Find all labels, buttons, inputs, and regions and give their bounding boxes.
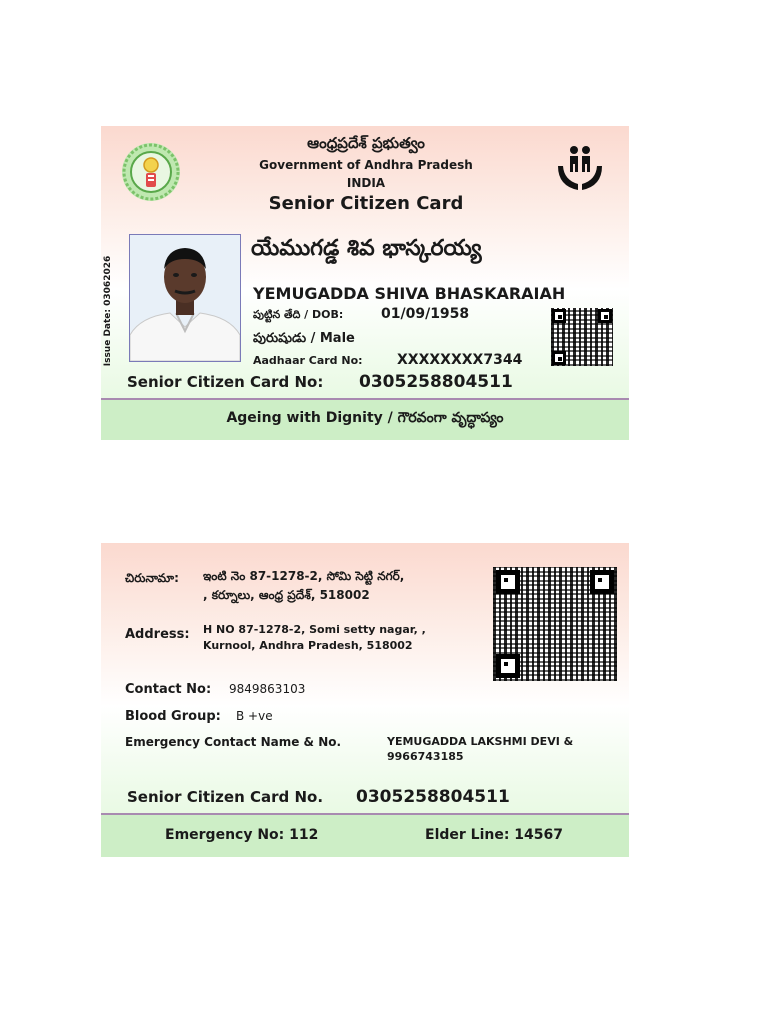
address-telugu-line1: ఇంటి నెం 87-1278-2, సోమి సెట్టి నగర్, (203, 569, 405, 583)
dob-value: 01/09/1958 (381, 306, 470, 322)
helping-hands-logo-icon (555, 142, 605, 196)
blood-group-value: B +ve (236, 709, 273, 723)
address-telugu-label: చిరునామా: (125, 571, 179, 585)
issue-date: Issue Date: 03062026 (103, 255, 113, 367)
address-telugu-line2: , కర్నూలు, ఆంధ్ర ప్రదేశ్, 518002 (203, 588, 370, 602)
gender: పురుషుడు / Male (253, 331, 355, 346)
ap-government-emblem-icon (121, 142, 181, 202)
blood-group-label: Blood Group: (125, 709, 221, 724)
card-title: Senior Citizen Card (268, 193, 464, 214)
emergency-contact-label: Emergency Contact Name & No. (125, 735, 342, 749)
aadhaar-label: Aadhaar Card No: (253, 354, 363, 367)
contact-label: Contact No: (125, 682, 212, 697)
emergency-number: Emergency No: 112 (165, 827, 319, 843)
address-line2: Kurnool, Andhra Pradesh, 518002 (203, 639, 413, 652)
dob-label: పుట్టిన తేది / DOB: (253, 308, 344, 321)
address-line1: H NO 87-1278-2, Somi setty nagar, , (203, 623, 426, 636)
holder-photo (129, 234, 241, 362)
card-number-label: Senior Citizen Card No: (127, 373, 324, 391)
card-number-value: 0305258804511 (359, 372, 513, 392)
footer-tagline: Ageing with Dignity / గౌరవంగా వృద్ధాప్యం (226, 410, 504, 426)
senior-citizen-card-front (101, 126, 629, 440)
senior-citizen-card-back (101, 543, 629, 857)
back-card-number-value: 0305258804511 (356, 787, 510, 807)
header-country: INDIA (346, 176, 386, 190)
qr-code-back (493, 567, 617, 681)
qr-code-front (551, 308, 613, 366)
front-footer (101, 398, 629, 440)
emergency-contact-name: YEMUGADDA LAKSHMI DEVI & (387, 735, 574, 748)
back-footer (101, 813, 629, 857)
holder-name-english: YEMUGADDA SHIVA BHASKARAIAH (253, 284, 566, 303)
back-card-number-label: Senior Citizen Card No. (127, 788, 324, 806)
header-telugu-title: ఆంధ్రప్రదేశ్ ప్రభుత్వం (307, 134, 425, 152)
aadhaar-value: XXXXXXXX7344 (397, 352, 523, 368)
emergency-contact-phone: 9966743185 (387, 750, 464, 763)
elder-line-number: Elder Line: 14567 (425, 827, 564, 843)
contact-value: 9849863103 (229, 682, 306, 696)
address-label: Address: (125, 627, 190, 642)
header-government: Government of Andhra Pradesh (259, 158, 473, 172)
holder-name-telugu: యేముగడ్డ శివ భాస్కరయ్య (251, 236, 482, 261)
